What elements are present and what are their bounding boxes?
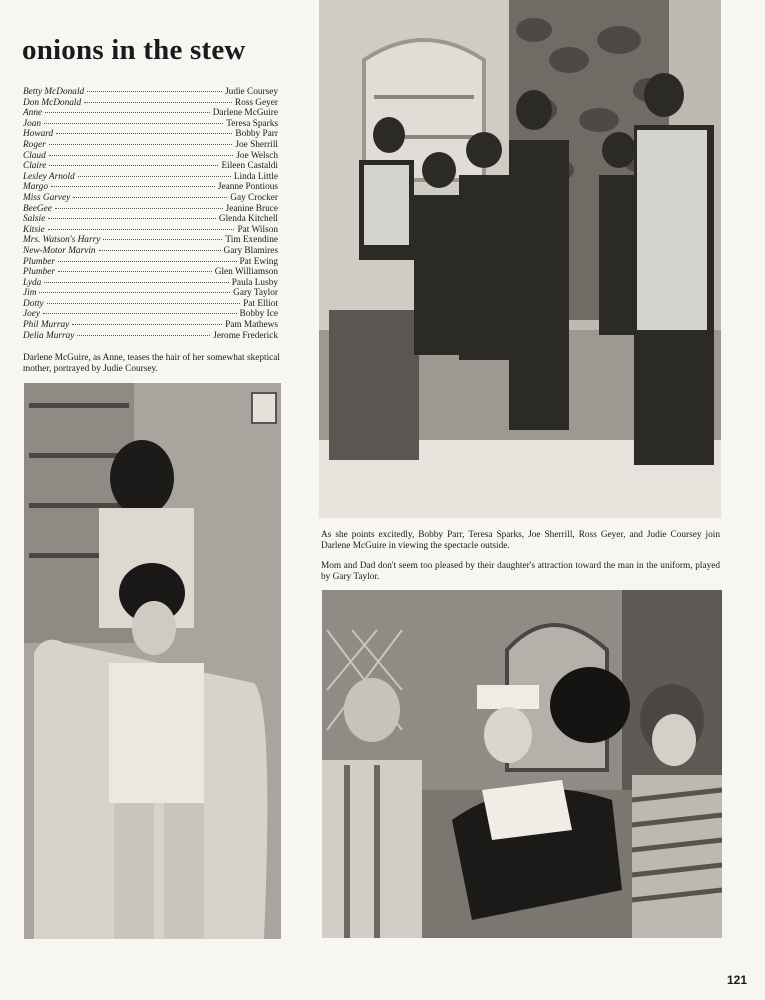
cast-actor: Paula Lusby [231, 277, 278, 288]
cast-actor: Jeanne Pontious [217, 182, 278, 193]
cast-leader-dots [58, 271, 212, 272]
cast-row [23, 193, 278, 204]
cast-role: Joan [23, 118, 42, 129]
cast-role: Anne [23, 108, 43, 119]
cast-role: Lesley Arnold [23, 171, 75, 182]
cast-row [23, 257, 278, 268]
cast-actor: Joe Sherrill [235, 139, 278, 150]
cast-actor: Pat Elliot [243, 298, 278, 309]
cast-row [23, 129, 278, 140]
cast-leader-dots [56, 133, 232, 134]
cast-actor: Pat Ewing [239, 256, 278, 267]
cast-row [23, 225, 278, 236]
cast-role: Plumber [23, 256, 56, 267]
photo-uniform-embrace-image [322, 590, 722, 938]
cast-role: Mrs. Watson's Harry [23, 235, 101, 246]
cast-row [23, 204, 278, 215]
caption-uniform: Mom and Dad don't seem too pleased by their daughter's attraction toward the man in the uniform, played by Gary Taylor. [321, 561, 720, 582]
cast-actor: Gay Crocker [230, 192, 278, 203]
cast-role: Don McDonald [23, 97, 82, 108]
cast-row [23, 278, 278, 289]
cast-leader-dots [44, 282, 228, 283]
cast-actor: Jeanine Bruce [225, 203, 278, 214]
cast-role: Kitsie [23, 224, 45, 235]
cast-row [23, 246, 278, 257]
cast-leader-dots [45, 112, 210, 113]
cast-list [23, 87, 278, 341]
cast-actor: Glenda Kitchell [218, 214, 278, 225]
cast-row [23, 108, 278, 119]
cast-leader-dots [58, 261, 236, 262]
cast-leader-dots [87, 91, 222, 92]
cast-leader-dots [48, 218, 216, 219]
photo-group-pointing [319, 0, 721, 518]
cast-row [23, 309, 278, 320]
cast-row [23, 320, 278, 331]
cast-role: Betty McDonald [23, 87, 85, 97]
cast-row [23, 172, 278, 183]
page-title: onions in the stew [22, 34, 246, 66]
cast-actor: Eileen Castaldi [221, 161, 278, 172]
cast-actor: Pam Mathews [225, 320, 278, 331]
cast-actor: Jerome Frederick [213, 330, 278, 341]
cast-actor: Gary Taylor [233, 288, 278, 299]
caption-pointing: As she points excitedly, Bobby Parr, Teresa Sparks, Joe Sherrill, Ross Geyer, and Judie Coursey join Darlene McGuire in viewing the spectacle outside. [321, 530, 720, 551]
cast-leader-dots [77, 335, 210, 336]
cast-actor: Tim Exendine [225, 235, 278, 246]
cast-leader-dots [84, 102, 232, 103]
cast-row [23, 140, 278, 151]
cast-actor: Gary Blamires [223, 245, 278, 256]
cast-role: Phil Murray [23, 320, 70, 331]
cast-role: Joey [23, 309, 41, 320]
photo-hair-teasing-image [24, 383, 281, 939]
cast-row [23, 214, 278, 225]
cast-leader-dots [49, 144, 233, 145]
cast-role: Plumber [23, 267, 56, 278]
cast-row [23, 98, 278, 109]
cast-role: Claud [23, 150, 46, 161]
cast-actor: Pat Wilson [237, 224, 278, 235]
cast-role: Roger [23, 139, 46, 150]
cast-leader-dots [51, 186, 215, 187]
cast-row [23, 182, 278, 193]
cast-row [23, 331, 278, 342]
cast-role: BeeGee [23, 203, 52, 214]
cast-leader-dots [73, 197, 227, 198]
cast-leader-dots [49, 165, 218, 166]
cast-actor: Joe Welsch [236, 150, 278, 161]
cast-role: Margo [23, 182, 48, 193]
cast-row [23, 119, 278, 130]
cast-row [23, 288, 278, 299]
cast-leader-dots [72, 324, 222, 325]
cast-row [23, 267, 278, 278]
cast-leader-dots [49, 155, 234, 156]
cast-leader-dots [47, 303, 240, 304]
cast-actor: Bobby Parr [235, 129, 278, 140]
cast-role: New-Motor Marvin [23, 245, 96, 256]
cast-leader-dots [44, 123, 223, 124]
cast-actor: Bobby Ice [239, 309, 278, 320]
cast-role: Lyda [23, 277, 42, 288]
cast-leader-dots [99, 250, 221, 251]
cast-actor: Judie Coursey [225, 87, 278, 97]
cast-leader-dots [43, 313, 237, 314]
cast-leader-dots [103, 239, 222, 240]
cast-actor: Teresa Sparks [226, 118, 278, 129]
cast-row [23, 299, 278, 310]
photo-hair-teasing [24, 383, 281, 939]
cast-role: Dotty [23, 298, 44, 309]
cast-leader-dots [48, 229, 235, 230]
cast-role: Jim [23, 288, 37, 299]
cast-row [23, 87, 278, 98]
cast-leader-dots [78, 176, 231, 177]
cast-role: Claire [23, 161, 47, 172]
cast-row [23, 235, 278, 246]
page-number: 121 [726, 973, 747, 987]
cast-leader-dots [55, 208, 223, 209]
cast-row [23, 151, 278, 162]
cast-role: Salsie [23, 214, 46, 225]
cast-role: Howard [23, 129, 54, 140]
cast-actor: Ross Geyer [234, 97, 278, 108]
photo-uniform-embrace [322, 590, 722, 938]
cast-actor: Darlene McGuire [212, 108, 278, 119]
cast-actor: Glen Williamson [214, 267, 278, 278]
cast-leader-dots [39, 292, 230, 293]
caption-hair-teasing: Darlene McGuire, as Anne, teases the hair of her somewhat skeptical mother, portrayed by Judie Coursey. [23, 353, 280, 374]
photo-group-pointing-image [319, 0, 721, 518]
cast-actor: Linda Little [233, 171, 278, 182]
cast-role: Delia Murray [23, 330, 75, 341]
cast-row [23, 161, 278, 172]
cast-role: Miss Garvey [23, 192, 71, 203]
